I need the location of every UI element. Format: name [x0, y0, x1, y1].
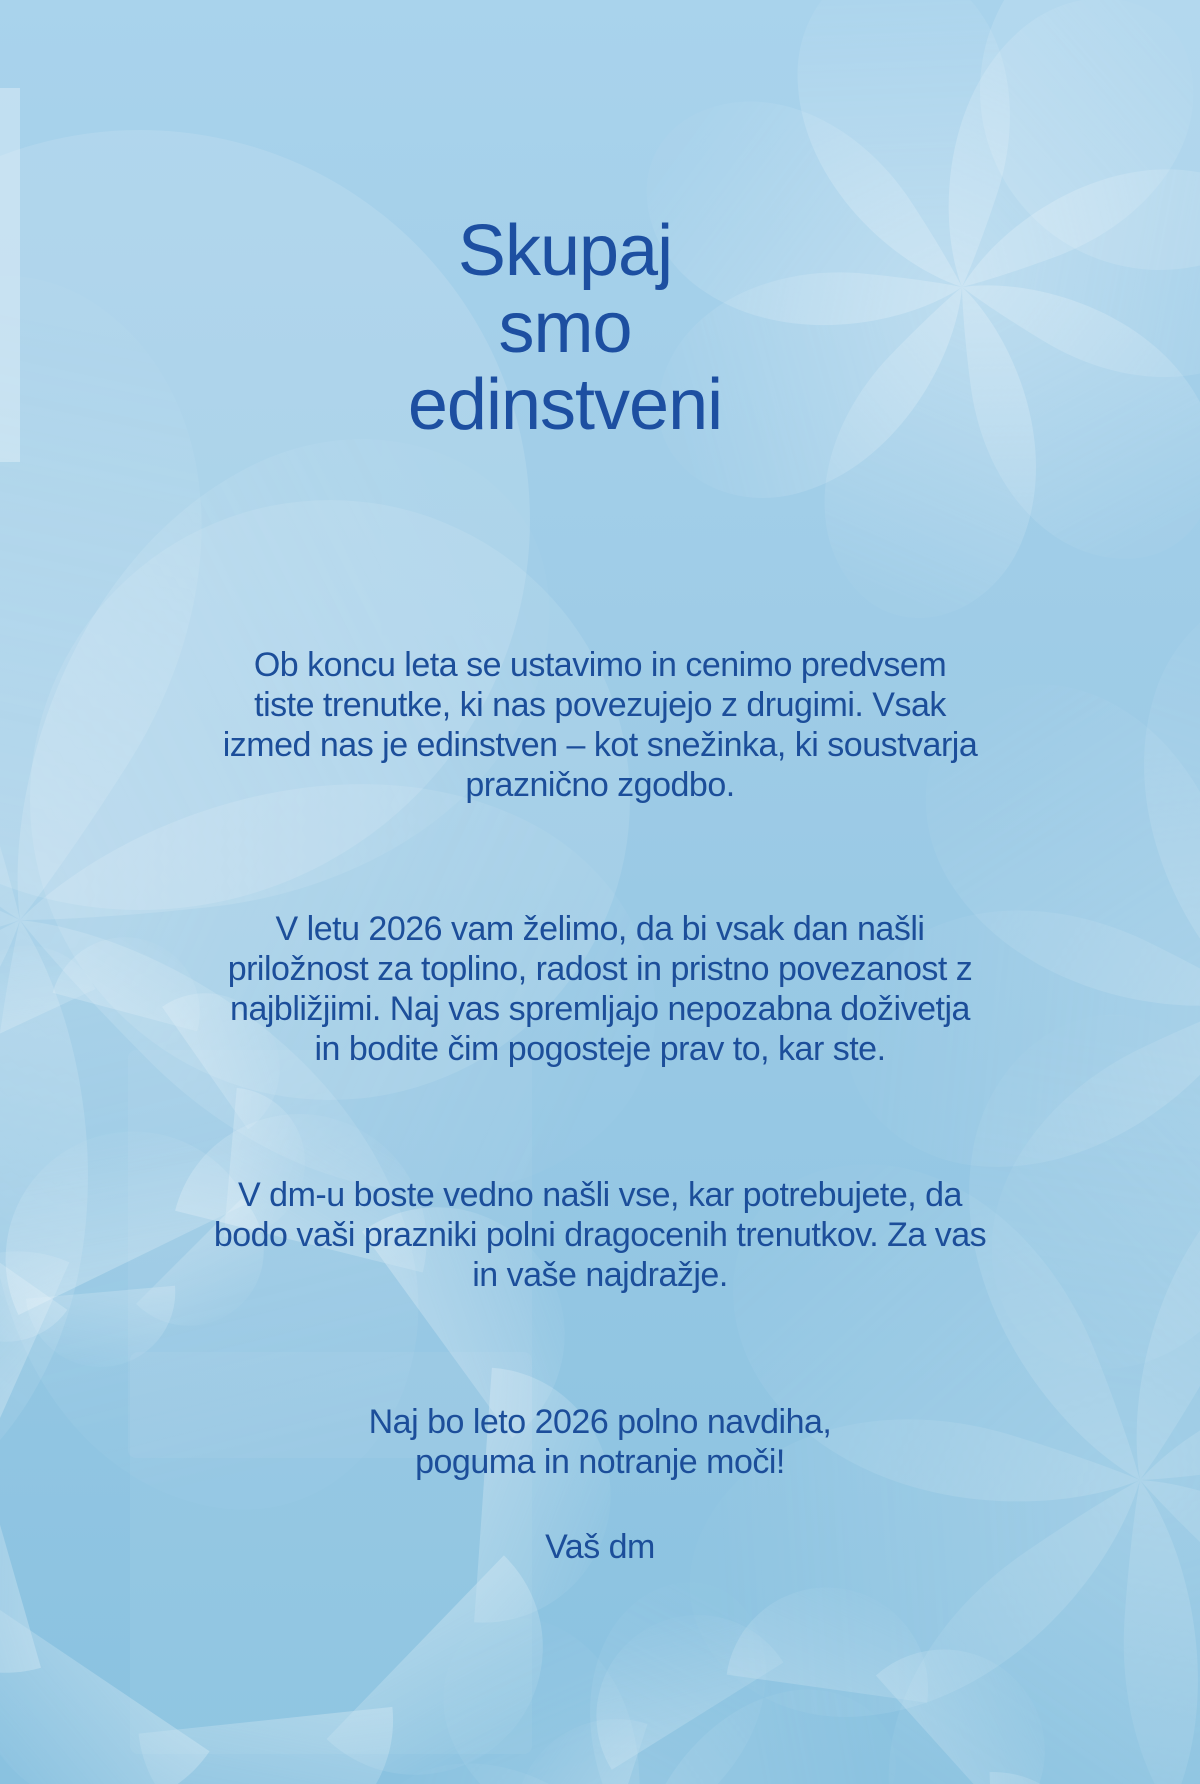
signature: Vaš dm [545, 1528, 655, 1566]
message-paragraph: V letu 2026 vam želimo, da bi vsak dan našli priložnost za toplino, radost in pristno povezanost z najbližjimi. Naj vas spremljajo nepozabna doživetja in bodite čim pogosteje prav to, kar ste. [227, 910, 973, 1068]
page-title: Skupaj smo edinstveni [407, 211, 723, 445]
message-paragraph: Ob koncu leta se ustavimo in cenimo predvsem tiste trenutke, ki nas povezujejo z drugimi. Vsak izmed nas je edinstven – kot snežinka, ki soustvarja praznično zgodbo. [222, 646, 978, 804]
message-paragraph: Naj bo leto 2026 polno navdiha, poguma in notranje moči! [368, 1403, 832, 1481]
message-paragraph: V dm-u boste vedno našli vse, kar potrebujete, da bodo vaši prazniki polni dragocenih trenutkov. Za vas in vaše najdražje. [213, 1176, 987, 1294]
